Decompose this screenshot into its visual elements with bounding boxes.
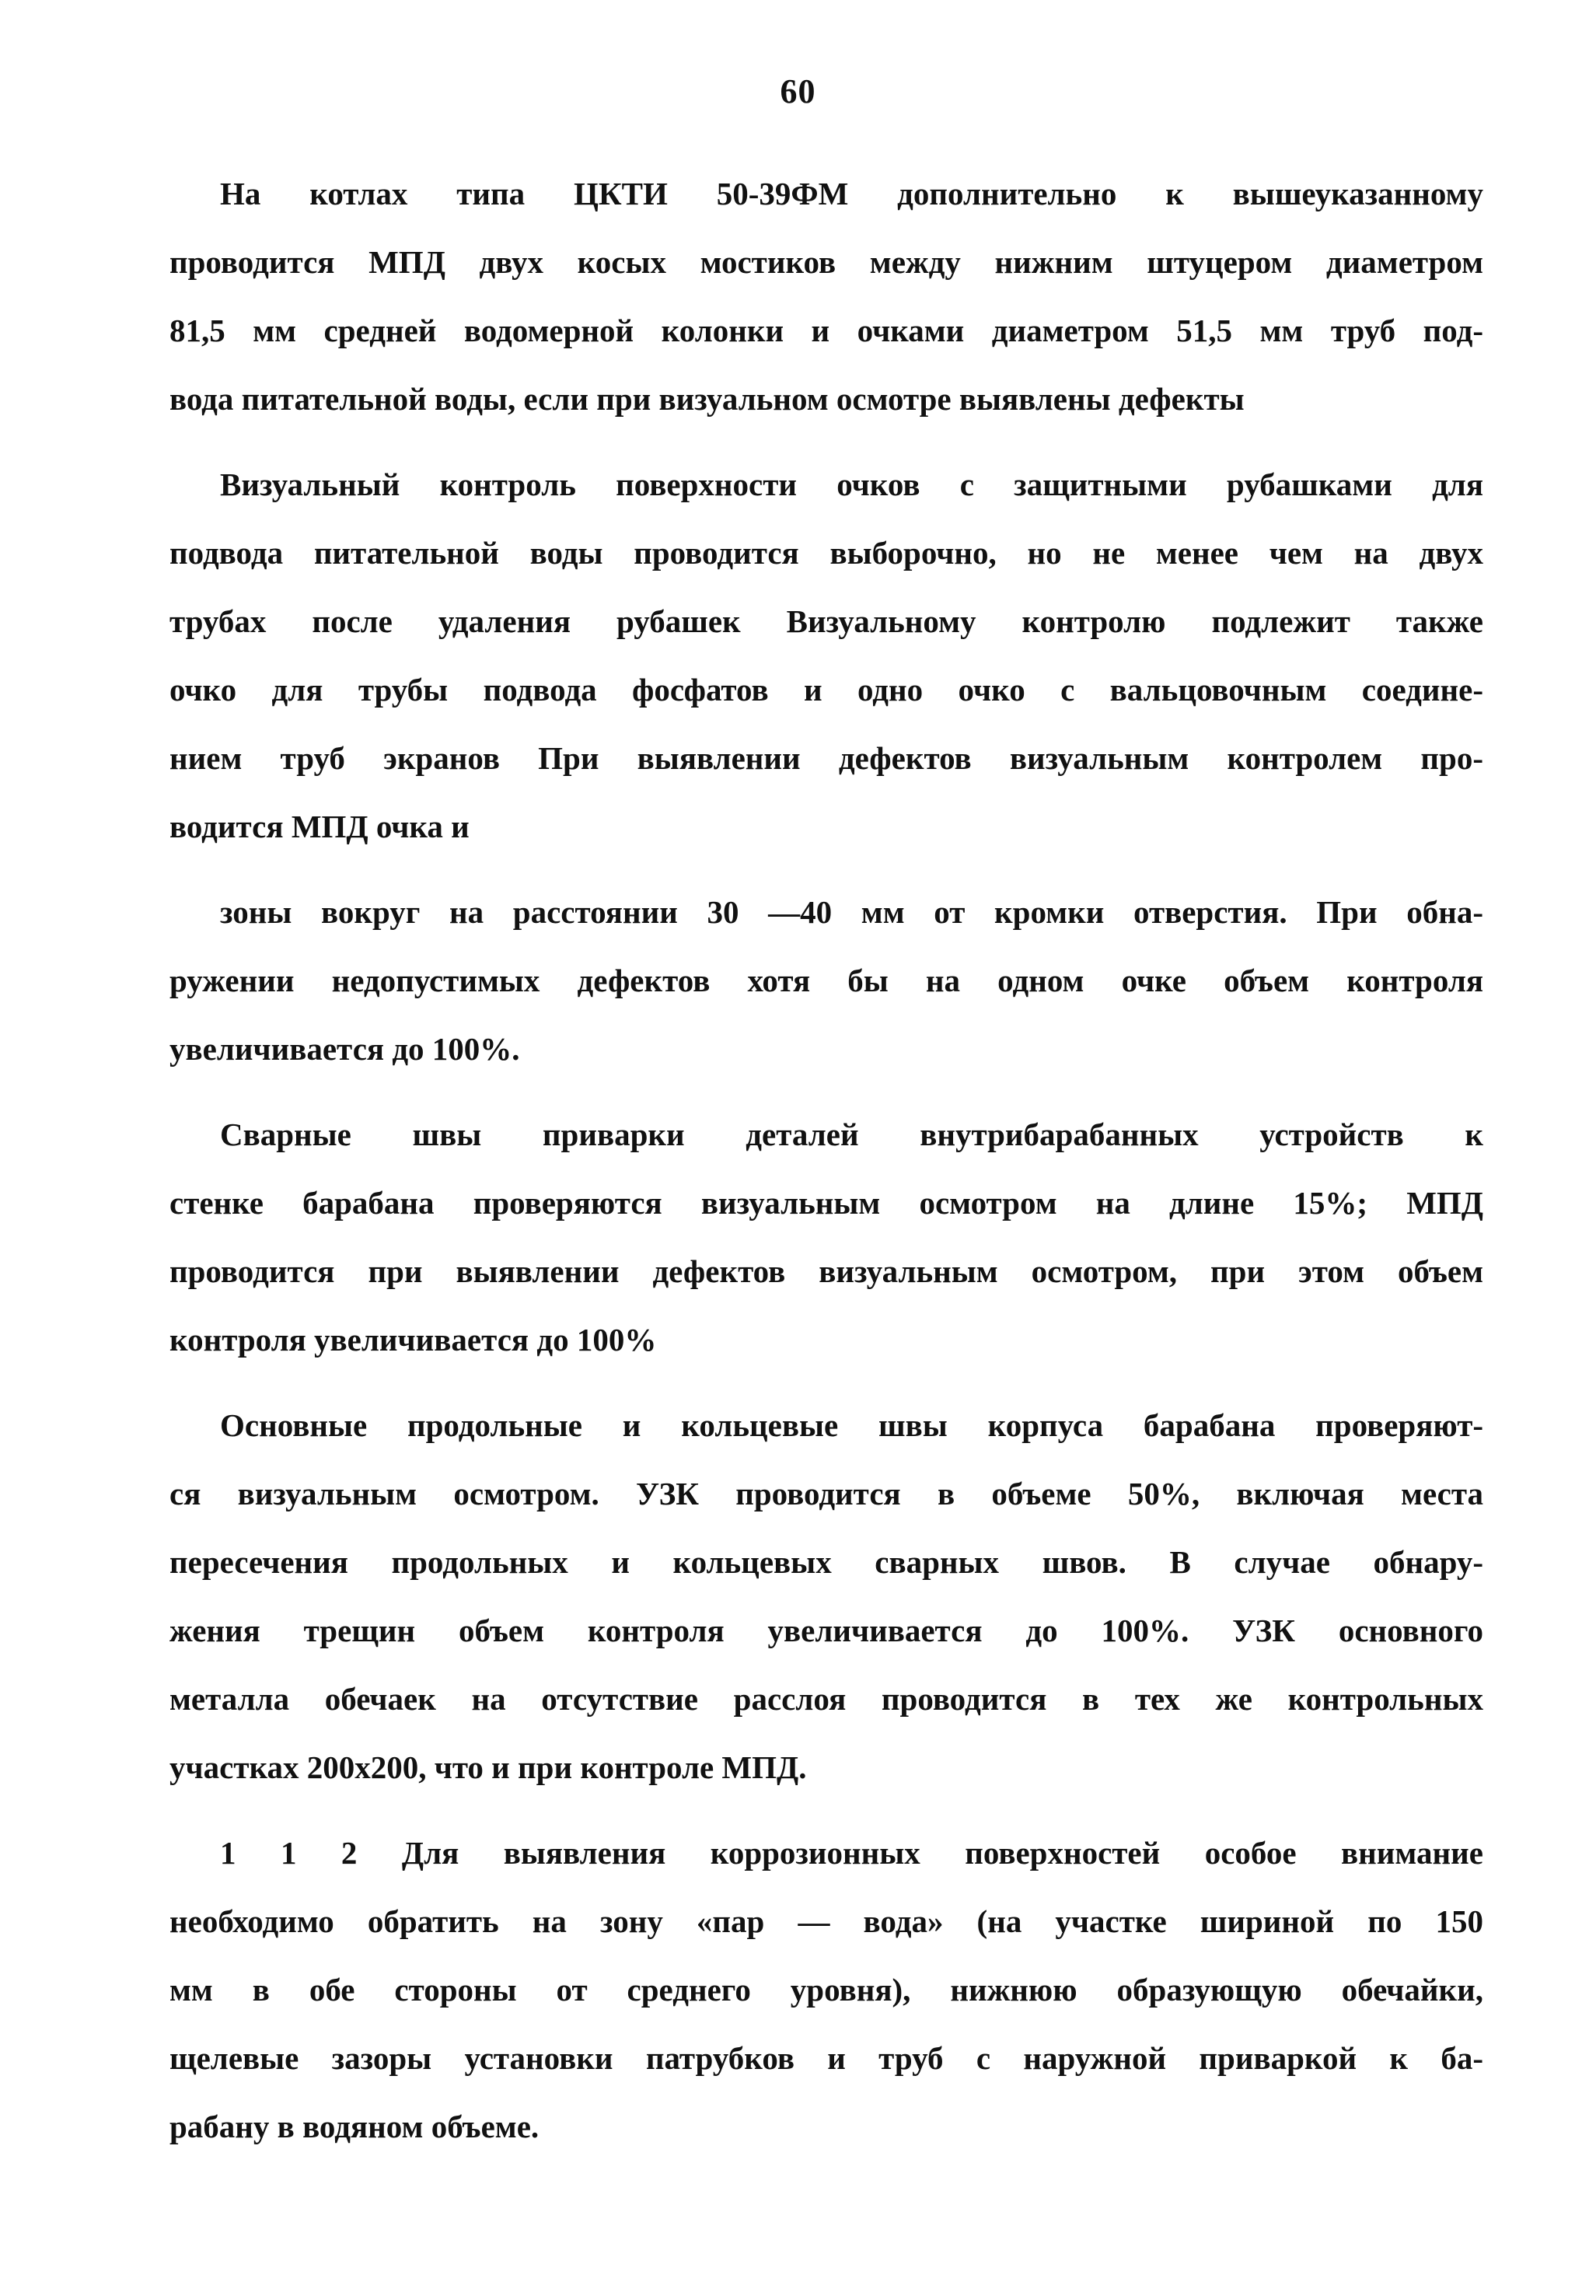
text-line: зоны вокруг на расстоянии 30 —40 мм от кромки отверстия. При обна- [220, 894, 1483, 930]
text-line: Основные продольные и кольцевые швы корпуса барабана проверяют- [220, 1407, 1483, 1443]
text-line: 81,5 мм средней водомерной колонки и очками диаметром 51,5 мм труб под- [169, 313, 1483, 348]
text-line: На котлах типа ЦКТИ 50-39ФМ дополнительно к вышеуказанному [220, 176, 1483, 211]
text-line: ружении недопустимых дефектов хотя бы на одном очке объем контроля [169, 963, 1483, 998]
text-line: рабану в водяном объеме. [169, 2109, 540, 2144]
text-line: металла обечаек на отсутствие расслоя проводится в тех же контрольных [169, 1681, 1483, 1717]
text-line: контроля увеличивается до 100% [169, 1322, 657, 1358]
text-line: мм в обе стороны от среднего уровня), нижнюю образующую обечайки, [169, 1972, 1483, 2008]
paragraph [169, 1100, 1483, 1374]
text-line: проводится МПД двух косых мостиков между нижним штуцером диаметром [169, 244, 1483, 280]
text-line: нием труб экранов При выявлении дефектов визуальным контролем про- [169, 740, 1483, 776]
paragraph [169, 1819, 1483, 2161]
body-text [169, 159, 1483, 2178]
text-line: водится МПД очка и [169, 809, 470, 844]
text-line: Сварные швы приварки деталей внутрибарабанных устройств к [220, 1117, 1483, 1152]
text-line: ся визуальным осмотром. УЗК проводится в объеме 50%, включая места [169, 1476, 1483, 1511]
text-line: пересечения продольных и кольцевых сварных швов. В случае обнару- [169, 1544, 1483, 1580]
text-line: участках 200х200, что и при контроле МПД. [169, 1749, 807, 1785]
text-line: щелевые зазоры установки патрубков и труб с наружной приваркой к ба- [169, 2040, 1483, 2076]
text-line: очко для трубы подвода фосфатов и одно очко с вальцовочным соедине- [169, 672, 1483, 708]
text-line: жения трещин объем контроля увеличивается до 100%. УЗК основного [169, 1613, 1483, 1648]
paragraph [169, 1391, 1483, 1802]
text-line: Визуальный контроль поверхности очков с защитными рубашками для [220, 467, 1483, 502]
paragraph [169, 450, 1483, 861]
text-line: подвода питательной воды проводится выборочно, но не менее чем на двух [169, 535, 1483, 571]
page-number: 60 [780, 72, 816, 110]
text-line: трубах после удаления рубашек Визуальному контролю подлежит также [169, 603, 1483, 639]
text-line: стенке барабана проверяются визуальным осмотром на длине 15%; МПД [169, 1185, 1483, 1221]
text-line: проводится при выявлении дефектов визуальным осмотром, при этом объем [169, 1253, 1483, 1289]
text-line: увеличивается до 100%. [169, 1031, 520, 1067]
text-line: вода питательной воды, если при визуальном осмотре выявлены дефекты [169, 381, 1245, 417]
paragraph [169, 878, 1483, 1083]
text-line: необходимо обратить на зону «пар — вода» (на участке шириной по 150 [169, 1903, 1483, 1939]
text-line: 1 1 2 Для выявления коррозионных поверхностей особое внимание [220, 1835, 1483, 1871]
paragraph [169, 159, 1483, 433]
